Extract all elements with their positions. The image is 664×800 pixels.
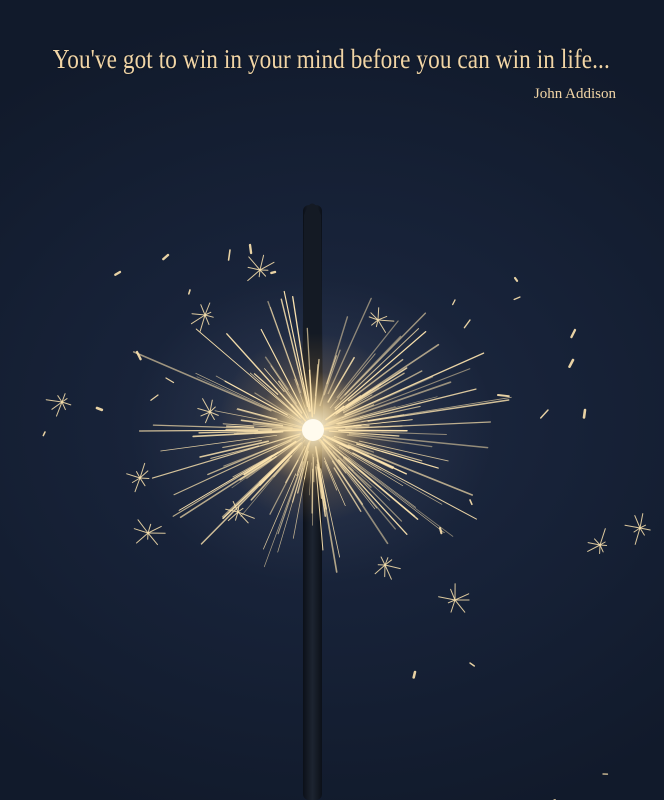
- spark-streak: [385, 565, 400, 569]
- spark-burst: [43, 245, 650, 800]
- spark-streak: [439, 597, 455, 600]
- spark-streak: [137, 352, 141, 359]
- spark-streak: [339, 430, 407, 431]
- spark-streak: [140, 478, 145, 486]
- spark-streak: [140, 478, 149, 479]
- spark-streak: [312, 469, 313, 513]
- spark-streak: [381, 557, 385, 565]
- spark-streak: [470, 500, 472, 504]
- spark-streak: [588, 545, 600, 551]
- spark-streak: [151, 395, 158, 400]
- spark-streak: [541, 410, 548, 418]
- spark-streak: [498, 395, 509, 396]
- quote-text: You've got to win in your mind before you can win in life...: [52, 44, 610, 74]
- spark-streak: [464, 320, 470, 328]
- spark-streak: [192, 314, 205, 315]
- spark-streak: [271, 272, 275, 273]
- spark-streak: [440, 528, 441, 533]
- spark-streak: [97, 408, 102, 410]
- spark-streak: [115, 272, 120, 275]
- spark-streak: [584, 410, 585, 417]
- spark-streak: [625, 525, 640, 528]
- spark-streak: [378, 320, 394, 321]
- spark-streak: [635, 516, 640, 528]
- spark-streak: [260, 270, 266, 276]
- spark-streak: [515, 278, 517, 281]
- spark-streak: [378, 320, 386, 332]
- spark-streak: [163, 255, 168, 259]
- spark-streak: [600, 545, 607, 546]
- spark-streak: [378, 308, 379, 320]
- spark-streak: [514, 297, 520, 300]
- spark-streak: [385, 565, 391, 579]
- spark-streak: [313, 457, 314, 482]
- spark-streak: [453, 300, 455, 305]
- spark-streak: [451, 589, 455, 600]
- spark-streak: [205, 315, 209, 325]
- quote-author: John Addison: [533, 86, 616, 102]
- spark-streak: [248, 270, 260, 281]
- spark-streak: [570, 360, 574, 367]
- spark-streak: [375, 565, 385, 574]
- spark-streak: [229, 250, 230, 260]
- spark-streak: [189, 290, 190, 294]
- spark-streak: [378, 316, 387, 320]
- spark-core: [302, 419, 324, 441]
- spark-streak: [137, 533, 149, 543]
- spark-streak: [148, 533, 158, 545]
- spark-streak: [640, 514, 643, 528]
- spark-streak: [600, 545, 603, 552]
- spark-streak: [46, 400, 62, 402]
- spark-streak: [455, 594, 469, 600]
- spark-streak: [455, 600, 465, 612]
- spark-streak: [43, 432, 45, 436]
- spark-streak: [470, 663, 474, 666]
- spark-streak: [571, 330, 575, 337]
- spark-streak: [250, 245, 251, 253]
- spark-streak: [166, 378, 174, 383]
- spark-streak: [201, 305, 205, 315]
- spark-streak: [414, 672, 415, 677]
- spark-streak: [140, 430, 258, 431]
